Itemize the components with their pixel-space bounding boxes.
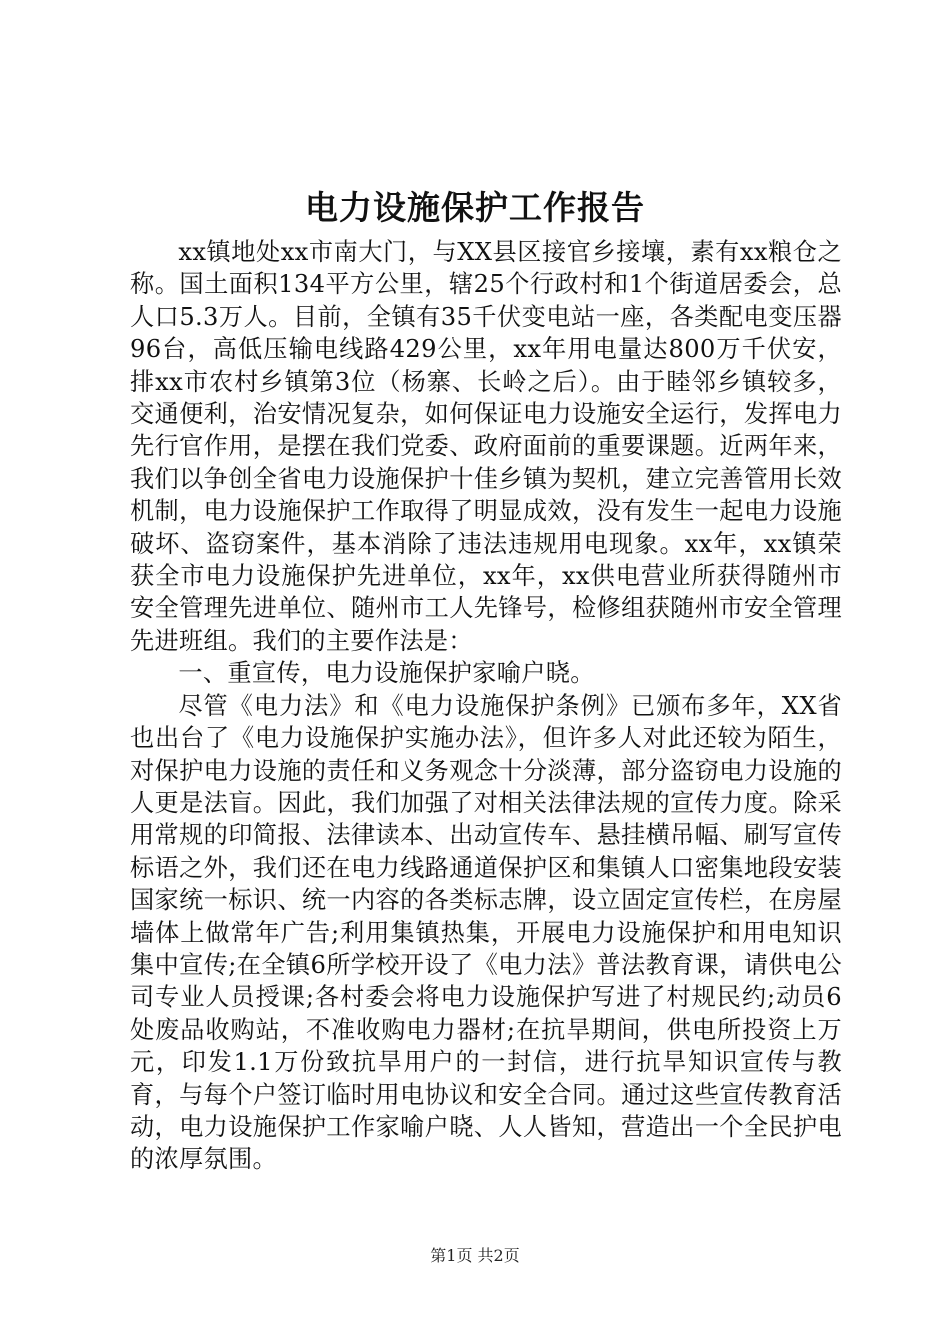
intro-paragraph: xx镇地处xx市南大门，与XX县区接官乡接壤，素有xx粮仓之称。国土面积134平方公里，辖25个行政村和1个街道居委会，总人口5.3万人。目前，全镇有35千伏变电站一座，各类配电变压器96台，高低压输电线路429公里，xx年用电量达800万千伏安，排xx市农村乡镇第3位（杨寨、长岭之后）。由于睦邻乡镇较多，交通便利，治安情况复杂，如何保证电力设施安全运行，发挥电力先行官作用，是摆在我们党委、政府面前的重要课题。近两年来，我们以争创全省电力设施保护十佳乡镇为契机，建立完善管用长效机制，电力设施保护工作取得了明显成效，没有发生一起电力设施破坏、盗窃案件，基本消除了违法违规用电现象。xx年，xx镇荣获全市电力设施保护先进单位，xx年，xx供电营业所获得随州市安全管理先进单位、随州市工人先锋号，检修组获随州市安全管理先进班组。我们的主要作法是： xyxy=(130,238,842,655)
section-heading: 一、重宣传，电力设施保护家喻户晓。 xyxy=(178,659,595,688)
document-body xyxy=(130,236,842,1176)
page-footer: 第1页 共2页 xyxy=(430,1246,520,1265)
document-title: 电力设施保护工作报告 xyxy=(305,188,645,227)
section-paragraph: 尽管《电力法》和《电力设施保护条例》已颁布多年，XX省也出台了《电力设施保护实施办法》，但许多人对此还较为陌生，对保护电力设施的责任和义务观念十分淡薄，部分盗窃电力设施的人更是法盲。因此，我们加强了对相关法律法规的宣传力度。除采用常规的印简报、法律读本、出动宣传车、悬挂横吊幅、刷写宣传标语之外，我们还在电力线路通道保护区和集镇人口密集地段安装国家统一标识、统一内容的各类标志牌，设立固定宣传栏，在房屋墙体上做常年广告;利用集镇热集，开展电力设施保护和用电知识集中宣传;在全镇6所学校开设了《电力法》普法教育课，请供电公司专业人员授课;各村委会将电力设施保护写进了村规民约;动员6处废品收购站，不准收购电力器材;在抗旱期间，供电所投资上万元，印发1.1万份致抗旱用户的一封信，进行抗旱知识宣传与教育，与每个户签订临时用电协议和安全合同。通过这些宣传教育活动，电力设施保护工作家喻户晓、人人皆知，营造出一个全民护电的浓厚氛围。 xyxy=(130,691,842,1174)
